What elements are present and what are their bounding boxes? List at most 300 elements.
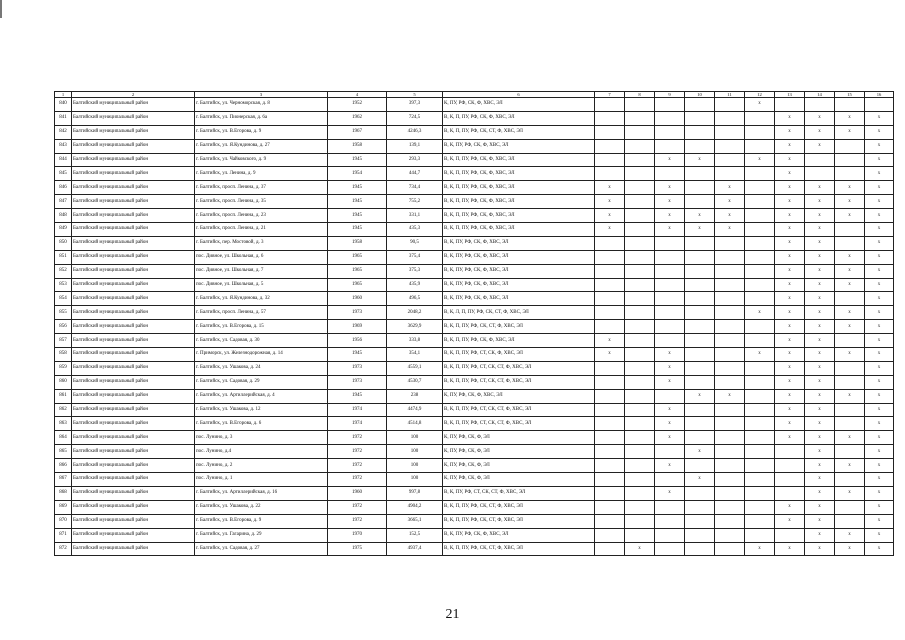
mark-cell bbox=[655, 98, 685, 112]
table-row bbox=[55, 264, 894, 278]
mark-cell bbox=[625, 500, 655, 514]
table-row bbox=[55, 375, 894, 389]
column-number-header: 8 bbox=[625, 92, 655, 98]
mark-cell bbox=[655, 542, 685, 556]
systems-cell: К, ПУ, РФ, СК, Ф, ХВС, ЭЛ bbox=[443, 98, 595, 112]
year-cell: 1969 bbox=[328, 320, 387, 334]
mark-cell: x bbox=[745, 153, 775, 167]
district-cell: Балтийский муниципальный район bbox=[72, 459, 195, 473]
mark-cell bbox=[835, 375, 865, 389]
row-number-cell: 846 bbox=[55, 181, 72, 195]
mark-cell bbox=[715, 542, 745, 556]
district-cell: Балтийский муниципальный район bbox=[72, 375, 195, 389]
mark-cell bbox=[715, 111, 745, 125]
district-cell: Балтийский муниципальный район bbox=[72, 195, 195, 209]
systems-cell: В, К, ПУ, РФ, СК, Ф, ХВС, ЭЛ bbox=[443, 278, 595, 292]
address-cell: г. Балтийск, ул. В.Егорова, д. 9 bbox=[195, 514, 328, 528]
systems-cell: В, К, ПУ, РФ, СК, Ф, ХВС, ЭЛ bbox=[443, 236, 595, 250]
mark-cell: x bbox=[775, 320, 805, 334]
mark-cell: x bbox=[865, 223, 894, 237]
mark-cell: x bbox=[865, 348, 894, 362]
mark-cell: x bbox=[805, 389, 835, 403]
mark-cell: x bbox=[835, 459, 865, 473]
year-cell: 1954 bbox=[328, 167, 387, 181]
mark-cell bbox=[685, 139, 715, 153]
table-row bbox=[55, 250, 894, 264]
mark-cell: x bbox=[865, 264, 894, 278]
mark-cell bbox=[595, 431, 625, 445]
mark-cell: x bbox=[775, 334, 805, 348]
year-cell: 1974 bbox=[328, 417, 387, 431]
year-cell: 1965 bbox=[328, 250, 387, 264]
district-cell: Балтийский муниципальный район bbox=[72, 361, 195, 375]
mark-cell: x bbox=[775, 250, 805, 264]
mark-cell: x bbox=[865, 320, 894, 334]
mark-cell: x bbox=[655, 348, 685, 362]
mark-cell: x bbox=[865, 417, 894, 431]
address-cell: пос. Лунино, д. 2 bbox=[195, 459, 328, 473]
mark-cell: x bbox=[865, 209, 894, 223]
mark-cell: x bbox=[655, 223, 685, 237]
mark-cell: x bbox=[805, 486, 835, 500]
column-number-header: 12 bbox=[745, 92, 775, 98]
mark-cell: x bbox=[805, 459, 835, 473]
mark-cell: x bbox=[685, 445, 715, 459]
year-cell: 1973 bbox=[328, 361, 387, 375]
mark-cell: x bbox=[865, 292, 894, 306]
row-number-cell: 857 bbox=[55, 334, 72, 348]
area-cell: 4246,3 bbox=[387, 125, 443, 139]
mark-cell bbox=[805, 167, 835, 181]
row-number-cell: 840 bbox=[55, 98, 72, 112]
address-cell: г. Балтийск, пер. Мостовой, д. 3 bbox=[195, 236, 328, 250]
district-cell: Балтийский муниципальный район bbox=[72, 431, 195, 445]
mark-cell: x bbox=[865, 250, 894, 264]
row-number-cell: 856 bbox=[55, 320, 72, 334]
mark-cell bbox=[655, 278, 685, 292]
year-cell: 1972 bbox=[328, 500, 387, 514]
mark-cell: x bbox=[715, 209, 745, 223]
area-cell: 354,1 bbox=[387, 348, 443, 362]
mark-cell: x bbox=[775, 278, 805, 292]
mark-cell bbox=[685, 195, 715, 209]
table-row bbox=[55, 209, 894, 223]
mark-cell bbox=[685, 417, 715, 431]
address-cell: пос. Дивное, ул. Школьная, д. 7 bbox=[195, 264, 328, 278]
mark-cell: x bbox=[865, 473, 894, 487]
mark-cell: x bbox=[835, 486, 865, 500]
mark-cell: x bbox=[655, 486, 685, 500]
row-number-cell: 841 bbox=[55, 111, 72, 125]
mark-cell: x bbox=[775, 292, 805, 306]
mark-cell: x bbox=[865, 403, 894, 417]
mark-cell bbox=[685, 375, 715, 389]
column-number-header: 7 bbox=[595, 92, 625, 98]
year-cell: 1973 bbox=[328, 306, 387, 320]
district-cell: Балтийский муниципальный район bbox=[72, 236, 195, 250]
systems-cell: К, ПУ, РФ, СК, Ф, ЭЛ bbox=[443, 431, 595, 445]
district-cell: Балтийский муниципальный район bbox=[72, 98, 195, 112]
address-cell: г. Балтийск, просп. Ленина, д. 37 bbox=[195, 181, 328, 195]
mark-cell: x bbox=[715, 223, 745, 237]
address-cell: г. Балтийск, ул. Садовая, д. 29 bbox=[195, 375, 328, 389]
mark-cell bbox=[655, 125, 685, 139]
address-cell: г. Балтийск, ул. Ушакова, д. 24 bbox=[195, 361, 328, 375]
mark-cell bbox=[625, 375, 655, 389]
year-cell: 1945 bbox=[328, 389, 387, 403]
column-number-header: 16 bbox=[865, 92, 894, 98]
mark-cell bbox=[595, 528, 625, 542]
mark-cell: x bbox=[775, 403, 805, 417]
mark-cell bbox=[625, 167, 655, 181]
row-number-cell: 850 bbox=[55, 236, 72, 250]
table-row bbox=[55, 334, 894, 348]
mark-cell: x bbox=[775, 542, 805, 556]
mark-cell bbox=[625, 417, 655, 431]
mark-cell bbox=[655, 236, 685, 250]
mark-cell: x bbox=[805, 320, 835, 334]
area-cell: 100 bbox=[387, 431, 443, 445]
table-row bbox=[55, 181, 894, 195]
district-cell: Балтийский муниципальный район bbox=[72, 278, 195, 292]
district-cell: Балтийский муниципальный район bbox=[72, 209, 195, 223]
area-cell: 238 bbox=[387, 389, 443, 403]
row-number-cell: 864 bbox=[55, 431, 72, 445]
mark-cell: x bbox=[775, 223, 805, 237]
mark-cell bbox=[745, 320, 775, 334]
district-cell: Балтийский муниципальный район bbox=[72, 417, 195, 431]
mark-cell bbox=[835, 445, 865, 459]
mark-cell: x bbox=[685, 209, 715, 223]
address-cell: г. Балтийск, ул. Садовая, д. 30 bbox=[195, 334, 328, 348]
mark-cell bbox=[655, 500, 685, 514]
mark-cell bbox=[685, 250, 715, 264]
mark-cell bbox=[595, 306, 625, 320]
mark-cell: x bbox=[805, 250, 835, 264]
table-row bbox=[55, 403, 894, 417]
mark-cell: x bbox=[775, 139, 805, 153]
mark-cell: x bbox=[655, 375, 685, 389]
table-row bbox=[55, 292, 894, 306]
address-cell: пос. Лунино, д. 1 bbox=[195, 473, 328, 487]
mark-cell bbox=[595, 139, 625, 153]
address-cell: г. Балтийск, ул. Артиллерийская, д. 16 bbox=[195, 486, 328, 500]
mark-cell: x bbox=[595, 195, 625, 209]
mark-cell bbox=[715, 431, 745, 445]
mark-cell: x bbox=[595, 334, 625, 348]
systems-cell: В, К, П, ПУ, РФ, СТ, СК, Ф, ХВС, ЭЛ bbox=[443, 348, 595, 362]
systems-cell: В, К, П, ПУ, РФ, СК, Ф, ХВС, ЭЛ bbox=[443, 195, 595, 209]
mark-cell: x bbox=[865, 306, 894, 320]
mark-cell bbox=[685, 111, 715, 125]
district-cell: Балтийский муниципальный район bbox=[72, 348, 195, 362]
year-cell: 1945 bbox=[328, 153, 387, 167]
mark-cell: x bbox=[805, 334, 835, 348]
mark-cell: x bbox=[865, 486, 894, 500]
mark-cell bbox=[655, 306, 685, 320]
mark-cell: x bbox=[805, 445, 835, 459]
mark-cell: x bbox=[865, 334, 894, 348]
systems-cell: К, ПУ, РФ, СК, Ф, ЭЛ bbox=[443, 473, 595, 487]
mark-cell: x bbox=[835, 181, 865, 195]
mark-cell bbox=[625, 209, 655, 223]
area-cell: 375,3 bbox=[387, 264, 443, 278]
column-number-header: 10 bbox=[685, 92, 715, 98]
mark-cell bbox=[715, 528, 745, 542]
row-number-cell: 863 bbox=[55, 417, 72, 431]
area-cell: 90,5 bbox=[387, 236, 443, 250]
mark-cell bbox=[715, 167, 745, 181]
mark-cell bbox=[715, 486, 745, 500]
mark-cell: x bbox=[805, 264, 835, 278]
mark-cell: x bbox=[775, 348, 805, 362]
mark-cell bbox=[835, 139, 865, 153]
mark-cell: x bbox=[745, 306, 775, 320]
mark-cell bbox=[745, 361, 775, 375]
systems-cell: В, К, ПУ, РФ, СК, Ф, ХВС, ЭЛ bbox=[443, 250, 595, 264]
mark-cell bbox=[625, 111, 655, 125]
mark-cell bbox=[685, 459, 715, 473]
housing-table-container bbox=[54, 91, 882, 556]
area-cell: 755,2 bbox=[387, 195, 443, 209]
mark-cell: x bbox=[865, 445, 894, 459]
systems-cell: В, К, П, ПУ, РФ, СК, Ф, ХВС, ЭЛ bbox=[443, 167, 595, 181]
area-cell: 435,3 bbox=[387, 223, 443, 237]
area-cell: 496,5 bbox=[387, 292, 443, 306]
row-number-cell: 854 bbox=[55, 292, 72, 306]
systems-cell: В, К, П, ПУ, РФ, СК, Ф, ХВС, ЭЛ bbox=[443, 209, 595, 223]
year-cell: 1945 bbox=[328, 195, 387, 209]
mark-cell: x bbox=[865, 181, 894, 195]
mark-cell bbox=[715, 236, 745, 250]
year-cell: 1945 bbox=[328, 209, 387, 223]
row-number-cell: 862 bbox=[55, 403, 72, 417]
mark-cell: x bbox=[835, 278, 865, 292]
district-cell: Балтийский муниципальный район bbox=[72, 125, 195, 139]
mark-cell bbox=[625, 486, 655, 500]
mark-cell: x bbox=[835, 542, 865, 556]
area-cell: 4474,9 bbox=[387, 403, 443, 417]
mark-cell bbox=[685, 334, 715, 348]
mark-cell bbox=[625, 320, 655, 334]
mark-cell bbox=[715, 459, 745, 473]
mark-cell bbox=[685, 236, 715, 250]
year-cell: 1956 bbox=[328, 334, 387, 348]
mark-cell bbox=[715, 320, 745, 334]
area-cell: 152,5 bbox=[387, 528, 443, 542]
mark-cell bbox=[655, 111, 685, 125]
mark-cell bbox=[595, 278, 625, 292]
mark-cell: x bbox=[775, 417, 805, 431]
mark-cell bbox=[595, 153, 625, 167]
column-number-header: 6 bbox=[443, 92, 595, 98]
mark-cell: x bbox=[835, 250, 865, 264]
systems-cell: В, К, П, ПУ, РФ, СК, СТ, Ф, ХВС, ЭЛ bbox=[443, 125, 595, 139]
address-cell: г. Балтийск, ул. В.Егорова, д. 9 bbox=[195, 125, 328, 139]
address-cell: г. Балтийск, ул. Артиллерийская, д. 4 bbox=[195, 389, 328, 403]
mark-cell bbox=[655, 445, 685, 459]
table-row bbox=[55, 223, 894, 237]
mark-cell bbox=[685, 320, 715, 334]
mark-cell: x bbox=[655, 361, 685, 375]
row-number-cell: 858 bbox=[55, 348, 72, 362]
district-cell: Балтийский муниципальный район bbox=[72, 292, 195, 306]
row-number-cell: 847 bbox=[55, 195, 72, 209]
mark-cell: x bbox=[865, 361, 894, 375]
mark-cell: x bbox=[775, 125, 805, 139]
mark-cell: x bbox=[745, 348, 775, 362]
address-cell: г. Балтийск, просп. Ленина, д. 23 bbox=[195, 209, 328, 223]
mark-cell bbox=[685, 167, 715, 181]
mark-cell: x bbox=[865, 431, 894, 445]
table-row bbox=[55, 514, 894, 528]
systems-cell: В, К, П, ПУ, РФ, СК, Ф, ХВС, ЭЛ bbox=[443, 223, 595, 237]
mark-cell bbox=[685, 264, 715, 278]
district-cell: Балтийский муниципальный район bbox=[72, 528, 195, 542]
table-row bbox=[55, 445, 894, 459]
mark-cell bbox=[625, 223, 655, 237]
mark-cell: x bbox=[715, 389, 745, 403]
mark-cell bbox=[595, 125, 625, 139]
mark-cell: x bbox=[595, 223, 625, 237]
area-cell: 444,7 bbox=[387, 167, 443, 181]
column-number-header: 11 bbox=[715, 92, 745, 98]
table-row bbox=[55, 195, 894, 209]
mark-cell: x bbox=[655, 403, 685, 417]
table-row bbox=[55, 153, 894, 167]
mark-cell: x bbox=[775, 236, 805, 250]
column-number-header: 9 bbox=[655, 92, 685, 98]
mark-cell bbox=[745, 209, 775, 223]
mark-cell bbox=[835, 236, 865, 250]
mark-cell: x bbox=[865, 375, 894, 389]
area-cell: 100 bbox=[387, 445, 443, 459]
row-number-cell: 870 bbox=[55, 514, 72, 528]
area-cell: 4514,8 bbox=[387, 417, 443, 431]
row-number-cell: 860 bbox=[55, 375, 72, 389]
mark-cell: x bbox=[805, 236, 835, 250]
mark-cell: x bbox=[865, 153, 894, 167]
area-cell: 375,4 bbox=[387, 250, 443, 264]
mark-cell bbox=[655, 528, 685, 542]
row-number-cell: 871 bbox=[55, 528, 72, 542]
mark-cell bbox=[685, 278, 715, 292]
mark-cell bbox=[775, 473, 805, 487]
mark-cell bbox=[745, 514, 775, 528]
year-cell: 1945 bbox=[328, 348, 387, 362]
area-cell: 4559,1 bbox=[387, 361, 443, 375]
systems-cell: В, К, П, ПУ, РФ, СТ, СК, СТ, Ф, ХВС, ЭЛ bbox=[443, 403, 595, 417]
mark-cell: x bbox=[745, 542, 775, 556]
page-number: 21 bbox=[445, 607, 460, 622]
mark-cell: x bbox=[805, 500, 835, 514]
mark-cell: x bbox=[805, 306, 835, 320]
page-edge-mark bbox=[0, 0, 2, 18]
year-cell: 1972 bbox=[328, 431, 387, 445]
mark-cell: x bbox=[685, 153, 715, 167]
mark-cell bbox=[625, 528, 655, 542]
year-cell: 1972 bbox=[328, 445, 387, 459]
mark-cell bbox=[595, 445, 625, 459]
mark-cell bbox=[655, 334, 685, 348]
mark-cell bbox=[625, 361, 655, 375]
mark-cell bbox=[745, 292, 775, 306]
mark-cell: x bbox=[775, 375, 805, 389]
mark-cell bbox=[685, 500, 715, 514]
column-number-header: 15 bbox=[835, 92, 865, 98]
mark-cell bbox=[685, 181, 715, 195]
mark-cell bbox=[625, 139, 655, 153]
housing-table bbox=[54, 91, 894, 556]
mark-cell: x bbox=[805, 514, 835, 528]
mark-cell bbox=[835, 334, 865, 348]
table-row bbox=[55, 306, 894, 320]
year-cell: 1975 bbox=[328, 542, 387, 556]
table-row bbox=[55, 459, 894, 473]
district-cell: Балтийский муниципальный район bbox=[72, 167, 195, 181]
area-cell: 3629,9 bbox=[387, 320, 443, 334]
area-cell: 139,1 bbox=[387, 139, 443, 153]
mark-cell bbox=[835, 473, 865, 487]
mark-cell bbox=[745, 500, 775, 514]
systems-cell: В, К, ПУ, РФ, СК, Ф, ХВС, ЭЛ bbox=[443, 528, 595, 542]
address-cell: пос. Лунино, д.4 bbox=[195, 445, 328, 459]
mark-cell: x bbox=[805, 542, 835, 556]
mark-cell bbox=[595, 514, 625, 528]
mark-cell bbox=[595, 98, 625, 112]
mark-cell bbox=[775, 459, 805, 473]
mark-cell bbox=[835, 361, 865, 375]
systems-cell: В, К, П, ПУ, РФ, СК, Ф, ХВС, ЭЛ bbox=[443, 111, 595, 125]
mark-cell: x bbox=[715, 181, 745, 195]
mark-cell bbox=[745, 417, 775, 431]
table-row bbox=[55, 361, 894, 375]
year-cell: 1965 bbox=[328, 264, 387, 278]
mark-cell: x bbox=[775, 195, 805, 209]
row-number-cell: 848 bbox=[55, 209, 72, 223]
address-cell: г. Балтийск, просп. Ленина, д. 57 bbox=[195, 306, 328, 320]
mark-cell bbox=[625, 348, 655, 362]
systems-cell: В, К, П, ПУ, РФ, СК, СТ, Ф, ХВС, ЭЛ bbox=[443, 514, 595, 528]
mark-cell bbox=[745, 195, 775, 209]
mark-cell bbox=[865, 98, 894, 112]
mark-cell bbox=[655, 139, 685, 153]
mark-cell: x bbox=[685, 473, 715, 487]
systems-cell: В, К, П, ПУ, РФ, СК, Ф, ХВС, ЭЛ bbox=[443, 181, 595, 195]
mark-cell bbox=[715, 278, 745, 292]
systems-cell: В, К, ПУ, РФ, СК, Ф, ХВС, ЭЛ bbox=[443, 292, 595, 306]
mark-cell bbox=[715, 500, 745, 514]
district-cell: Балтийский муниципальный район bbox=[72, 223, 195, 237]
mark-cell bbox=[595, 417, 625, 431]
mark-cell bbox=[625, 292, 655, 306]
mark-cell bbox=[835, 167, 865, 181]
mark-cell bbox=[595, 236, 625, 250]
mark-cell bbox=[715, 473, 745, 487]
table-row bbox=[55, 98, 894, 112]
mark-cell bbox=[715, 348, 745, 362]
area-cell: 4937,4 bbox=[387, 542, 443, 556]
address-cell: г. Балтийск, ул. Садовая, д. 27 bbox=[195, 542, 328, 556]
mark-cell bbox=[595, 403, 625, 417]
mark-cell: x bbox=[805, 348, 835, 362]
mark-cell: x bbox=[775, 306, 805, 320]
district-cell: Балтийский муниципальный район bbox=[72, 334, 195, 348]
mark-cell bbox=[625, 431, 655, 445]
year-cell: 1960 bbox=[328, 292, 387, 306]
table-body bbox=[55, 92, 894, 556]
mark-cell bbox=[835, 500, 865, 514]
